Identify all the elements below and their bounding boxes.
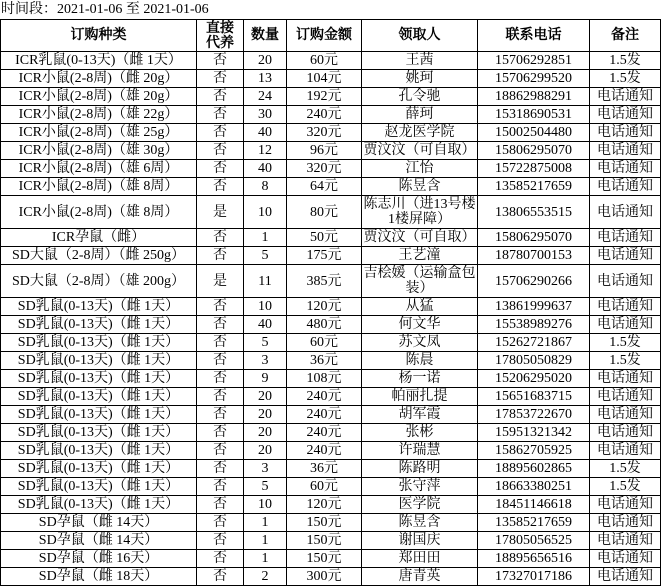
cell-note: 电话通知: [590, 178, 661, 195]
cell-note: 电话通知: [590, 316, 661, 333]
cell-phone: 17805056525: [478, 532, 590, 549]
cell-proxy: 否: [197, 496, 244, 513]
cell-phone: 15706292851: [478, 52, 590, 69]
cell-quantity: 10: [244, 196, 287, 228]
table-header-row: [1, 20, 661, 52]
cell-proxy: 否: [197, 142, 244, 159]
header-note: 备注: [590, 20, 661, 51]
table-row: [1, 316, 661, 334]
table-row: [1, 370, 661, 388]
cell-recipient: 江怡: [362, 160, 478, 177]
cell-proxy: 否: [197, 406, 244, 423]
cell-phone: 13585217659: [478, 514, 590, 531]
cell-note: 电话通知: [590, 106, 661, 123]
cell-proxy: 否: [197, 229, 244, 246]
cell-species: SD孕鼠（雌 14天）: [1, 532, 197, 549]
cell-species: ICR小鼠(2-8周)（雄 30g）: [1, 142, 197, 159]
table-row: [1, 52, 661, 70]
cell-proxy: 否: [197, 532, 244, 549]
cell-quantity: 10: [244, 298, 287, 315]
cell-note: 1.5发: [590, 70, 661, 87]
cell-amount: 96元: [287, 142, 362, 159]
cell-quantity: 30: [244, 106, 287, 123]
cell-note: 电话通知: [590, 424, 661, 441]
cell-recipient: 帕丽扎提: [362, 388, 478, 405]
table-row: [1, 478, 661, 496]
table-row: [1, 106, 661, 124]
cell-note: 电话通知: [590, 406, 661, 423]
table-row: [1, 406, 661, 424]
cell-amount: 240元: [287, 406, 362, 423]
cell-recipient: 吉桧媛（运输盒包装）: [362, 265, 478, 297]
cell-species: SD乳鼠(0-13天)（雌 1天）: [1, 460, 197, 477]
cell-quantity: 3: [244, 460, 287, 477]
cell-amount: 80元: [287, 196, 362, 228]
cell-phone: 17327017186: [478, 568, 590, 585]
cell-amount: 480元: [287, 316, 362, 333]
cell-phone: 18895602865: [478, 460, 590, 477]
cell-amount: 385元: [287, 265, 362, 297]
cell-phone: 15538989276: [478, 316, 590, 333]
table-row: [1, 352, 661, 370]
date-range-title: 时间段：2021-01-06 至 2021-01-06: [1, 2, 209, 17]
cell-quantity: 20: [244, 406, 287, 423]
cell-amount: 150元: [287, 514, 362, 531]
cell-note: 电话通知: [590, 160, 661, 177]
cell-note: 1.5发: [590, 52, 661, 69]
cell-phone: 15951321342: [478, 424, 590, 441]
cell-recipient: 唐青英: [362, 568, 478, 585]
cell-phone: 15722875008: [478, 160, 590, 177]
table-row: [1, 496, 661, 514]
header-quantity: 数量: [244, 20, 287, 51]
cell-quantity: 20: [244, 442, 287, 459]
cell-phone: 15706299520: [478, 70, 590, 87]
cell-amount: 240元: [287, 442, 362, 459]
cell-recipient: 贾汶汶（可自取）: [362, 142, 478, 159]
cell-phone: 15002504480: [478, 124, 590, 141]
cell-note: 电话通知: [590, 514, 661, 531]
cell-species: ICR孕鼠（雌）: [1, 229, 197, 246]
header-species: 订购种类: [1, 20, 197, 51]
cell-phone: 15651683715: [478, 388, 590, 405]
cell-amount: 320元: [287, 160, 362, 177]
cell-amount: 36元: [287, 352, 362, 369]
cell-recipient: 从猛: [362, 298, 478, 315]
cell-quantity: 10: [244, 496, 287, 513]
cell-quantity: 1: [244, 514, 287, 531]
cell-proxy: 否: [197, 568, 244, 585]
table-body: [1, 52, 661, 586]
cell-recipient: 医学院: [362, 496, 478, 513]
cell-phone: 15318690531: [478, 106, 590, 123]
cell-quantity: 13: [244, 70, 287, 87]
cell-amount: 36元: [287, 460, 362, 477]
cell-species: ICR小鼠(2-8周)（雌 20g）: [1, 70, 197, 87]
cell-phone: 13806553515: [478, 196, 590, 228]
cell-amount: 175元: [287, 247, 362, 264]
table-row: [1, 142, 661, 160]
cell-species: SD乳鼠(0-13天)（雌 1天）: [1, 334, 197, 351]
cell-quantity: 1: [244, 229, 287, 246]
cell-quantity: 40: [244, 160, 287, 177]
cell-species: ICR小鼠(2-8周)（雄 20g）: [1, 88, 197, 105]
cell-recipient: 陈昱含: [362, 178, 478, 195]
cell-amount: 60元: [287, 478, 362, 495]
cell-phone: 15806295070: [478, 229, 590, 246]
cell-note: 电话通知: [590, 142, 661, 159]
cell-quantity: 12: [244, 142, 287, 159]
cell-proxy: 否: [197, 550, 244, 567]
cell-recipient: 张守萍: [362, 478, 478, 495]
cell-quantity: 20: [244, 424, 287, 441]
cell-species: ICR小鼠(2-8周)（雄 25g）: [1, 124, 197, 141]
cell-note: 电话通知: [590, 124, 661, 141]
cell-phone: 17853722670: [478, 406, 590, 423]
cell-recipient: 胡军霞: [362, 406, 478, 423]
cell-amount: 120元: [287, 496, 362, 513]
cell-proxy: 否: [197, 178, 244, 195]
cell-quantity: 3: [244, 352, 287, 369]
cell-amount: 300元: [287, 568, 362, 585]
cell-species: ICR乳鼠(0-13天)（雌 1天）: [1, 52, 197, 69]
table-row: [1, 460, 661, 478]
cell-amount: 150元: [287, 532, 362, 549]
cell-proxy: 否: [197, 388, 244, 405]
cell-note: 电话通知: [590, 247, 661, 264]
cell-quantity: 5: [244, 247, 287, 264]
cell-recipient: 王艺潼: [362, 247, 478, 264]
header-phone: 联系电话: [478, 20, 590, 51]
cell-note: 1.5发: [590, 460, 661, 477]
cell-proxy: 否: [197, 334, 244, 351]
table-row: [1, 88, 661, 106]
cell-recipient: 贾汶汶（可自取）: [362, 229, 478, 246]
cell-species: SD乳鼠(0-13天)（雌 1天）: [1, 316, 197, 333]
cell-species: ICR小鼠(2-8周)（雄 8周）: [1, 178, 197, 195]
cell-recipient: 孔令驰: [362, 88, 478, 105]
cell-quantity: 11: [244, 265, 287, 297]
cell-recipient: 郑田田: [362, 550, 478, 567]
cell-proxy: 否: [197, 247, 244, 264]
cell-amount: 240元: [287, 424, 362, 441]
table-row: [1, 124, 661, 142]
cell-note: 电话通知: [590, 388, 661, 405]
cell-recipient: 陈晨: [362, 352, 478, 369]
cell-species: SD乳鼠(0-13天)（雌 1天）: [1, 298, 197, 315]
cell-proxy: 否: [197, 370, 244, 387]
cell-species: SD乳鼠(0-13天)（雌 1天）: [1, 424, 197, 441]
cell-recipient: 许瑞慧: [362, 442, 478, 459]
cell-phone: 18780700153: [478, 247, 590, 264]
table-row: [1, 229, 661, 247]
cell-amount: 50元: [287, 229, 362, 246]
header-proxy: 直接代养: [197, 20, 244, 51]
cell-species: SD孕鼠（雌 18天）: [1, 568, 197, 585]
cell-quantity: 24: [244, 88, 287, 105]
cell-recipient: 杨一诺: [362, 370, 478, 387]
table-row: [1, 550, 661, 568]
cell-note: 电话通知: [590, 265, 661, 297]
table-row: [1, 424, 661, 442]
cell-proxy: 否: [197, 352, 244, 369]
cell-proxy: 否: [197, 442, 244, 459]
cell-phone: 13585217659: [478, 178, 590, 195]
cell-phone: 18451146618: [478, 496, 590, 513]
cell-recipient: 陈昱含: [362, 514, 478, 531]
cell-species: SD大鼠（2-8周）（雄 200g）: [1, 265, 197, 297]
table-row: [1, 532, 661, 550]
cell-amount: 120元: [287, 298, 362, 315]
cell-note: 电话通知: [590, 568, 661, 585]
table-row: [1, 70, 661, 88]
cell-phone: 17805050829: [478, 352, 590, 369]
cell-species: SD乳鼠(0-13天)（雌 1天）: [1, 388, 197, 405]
cell-recipient: 姚珂: [362, 70, 478, 87]
cell-amount: 320元: [287, 124, 362, 141]
cell-amount: 60元: [287, 52, 362, 69]
table-row: [1, 388, 661, 406]
cell-phone: 15862705925: [478, 442, 590, 459]
cell-quantity: 5: [244, 478, 287, 495]
cell-quantity: 1: [244, 532, 287, 549]
table-row: [1, 514, 661, 532]
table-row: [1, 160, 661, 178]
cell-phone: 15806295070: [478, 142, 590, 159]
header-recipient: 领取人: [362, 20, 478, 51]
cell-note: 电话通知: [590, 88, 661, 105]
header-amount: 订购金额: [287, 20, 362, 51]
cell-proxy: 否: [197, 52, 244, 69]
table-row: [1, 247, 661, 265]
cell-species: SD乳鼠(0-13天)（雌 1天）: [1, 478, 197, 495]
table-row: [1, 568, 661, 586]
cell-recipient: 何文华: [362, 316, 478, 333]
cell-proxy: 否: [197, 124, 244, 141]
cell-recipient: 谢国庆: [362, 532, 478, 549]
cell-quantity: 40: [244, 316, 287, 333]
cell-species: ICR小鼠(2-8周)（雄 22g）: [1, 106, 197, 123]
order-table: [0, 19, 661, 586]
cell-recipient: 陈路明: [362, 460, 478, 477]
cell-proxy: 否: [197, 106, 244, 123]
cell-recipient: 薛珂: [362, 106, 478, 123]
cell-amount: 104元: [287, 70, 362, 87]
cell-phone: 18862988291: [478, 88, 590, 105]
cell-species: SD大鼠（2-8周）（雌 250g）: [1, 247, 197, 264]
cell-proxy: 否: [197, 514, 244, 531]
cell-note: 电话通知: [590, 550, 661, 567]
cell-amount: 240元: [287, 388, 362, 405]
table-row: [1, 178, 661, 196]
cell-quantity: 2: [244, 568, 287, 585]
cell-species: SD乳鼠(0-13天)（雌 1天）: [1, 370, 197, 387]
cell-phone: 15706290266: [478, 265, 590, 297]
cell-proxy: 是: [197, 265, 244, 297]
cell-phone: 13861999637: [478, 298, 590, 315]
cell-species: ICR小鼠(2-8周)（雄 8周）: [1, 196, 197, 228]
table-row: [1, 196, 661, 229]
cell-note: 1.5发: [590, 334, 661, 351]
cell-note: 电话通知: [590, 298, 661, 315]
cell-quantity: 5: [244, 334, 287, 351]
cell-species: SD乳鼠(0-13天)（雌 1天）: [1, 352, 197, 369]
cell-note: 1.5发: [590, 478, 661, 495]
cell-proxy: 是: [197, 196, 244, 228]
cell-amount: 64元: [287, 178, 362, 195]
cell-proxy: 否: [197, 316, 244, 333]
cell-phone: 15262721867: [478, 334, 590, 351]
table-row: [1, 265, 661, 298]
cell-amount: 108元: [287, 370, 362, 387]
cell-phone: 18663380251: [478, 478, 590, 495]
cell-note: 电话通知: [590, 532, 661, 549]
cell-proxy: 否: [197, 160, 244, 177]
cell-recipient: 王茜: [362, 52, 478, 69]
cell-quantity: 20: [244, 388, 287, 405]
cell-proxy: 否: [197, 298, 244, 315]
cell-quantity: 1: [244, 550, 287, 567]
cell-species: SD乳鼠(0-13天)（雌 1天）: [1, 496, 197, 513]
cell-recipient: 张彬: [362, 424, 478, 441]
cell-species: SD乳鼠(0-13天)（雌 1天）: [1, 406, 197, 423]
cell-recipient: 陈志川（进13号楼1楼屏障）: [362, 196, 478, 228]
cell-quantity: 9: [244, 370, 287, 387]
cell-amount: 150元: [287, 550, 362, 567]
cell-species: SD孕鼠（雌 14天）: [1, 514, 197, 531]
cell-proxy: 否: [197, 424, 244, 441]
table-row: [1, 334, 661, 352]
cell-amount: 240元: [287, 106, 362, 123]
cell-note: 电话通知: [590, 196, 661, 228]
cell-recipient: 赵龙医学院: [362, 124, 478, 141]
cell-phone: 15206295020: [478, 370, 590, 387]
cell-quantity: 40: [244, 124, 287, 141]
cell-note: 电话通知: [590, 442, 661, 459]
cell-note: 电话通知: [590, 496, 661, 513]
cell-proxy: 否: [197, 460, 244, 477]
cell-proxy: 否: [197, 70, 244, 87]
table-row: [1, 442, 661, 460]
cell-recipient: 苏文凤: [362, 334, 478, 351]
cell-amount: 60元: [287, 334, 362, 351]
cell-quantity: 20: [244, 52, 287, 69]
cell-phone: 18895656516: [478, 550, 590, 567]
cell-species: SD乳鼠(0-13天)（雌 1天）: [1, 442, 197, 459]
cell-species: ICR小鼠(2-8周)（雄 6周）: [1, 160, 197, 177]
table-row: [1, 298, 661, 316]
cell-proxy: 否: [197, 478, 244, 495]
cell-proxy: 否: [197, 88, 244, 105]
cell-note: 1.5发: [590, 352, 661, 369]
cell-quantity: 8: [244, 178, 287, 195]
cell-species: SD孕鼠（雌 16天）: [1, 550, 197, 567]
cell-note: 电话通知: [590, 229, 661, 246]
cell-amount: 192元: [287, 88, 362, 105]
cell-note: 电话通知: [590, 370, 661, 387]
